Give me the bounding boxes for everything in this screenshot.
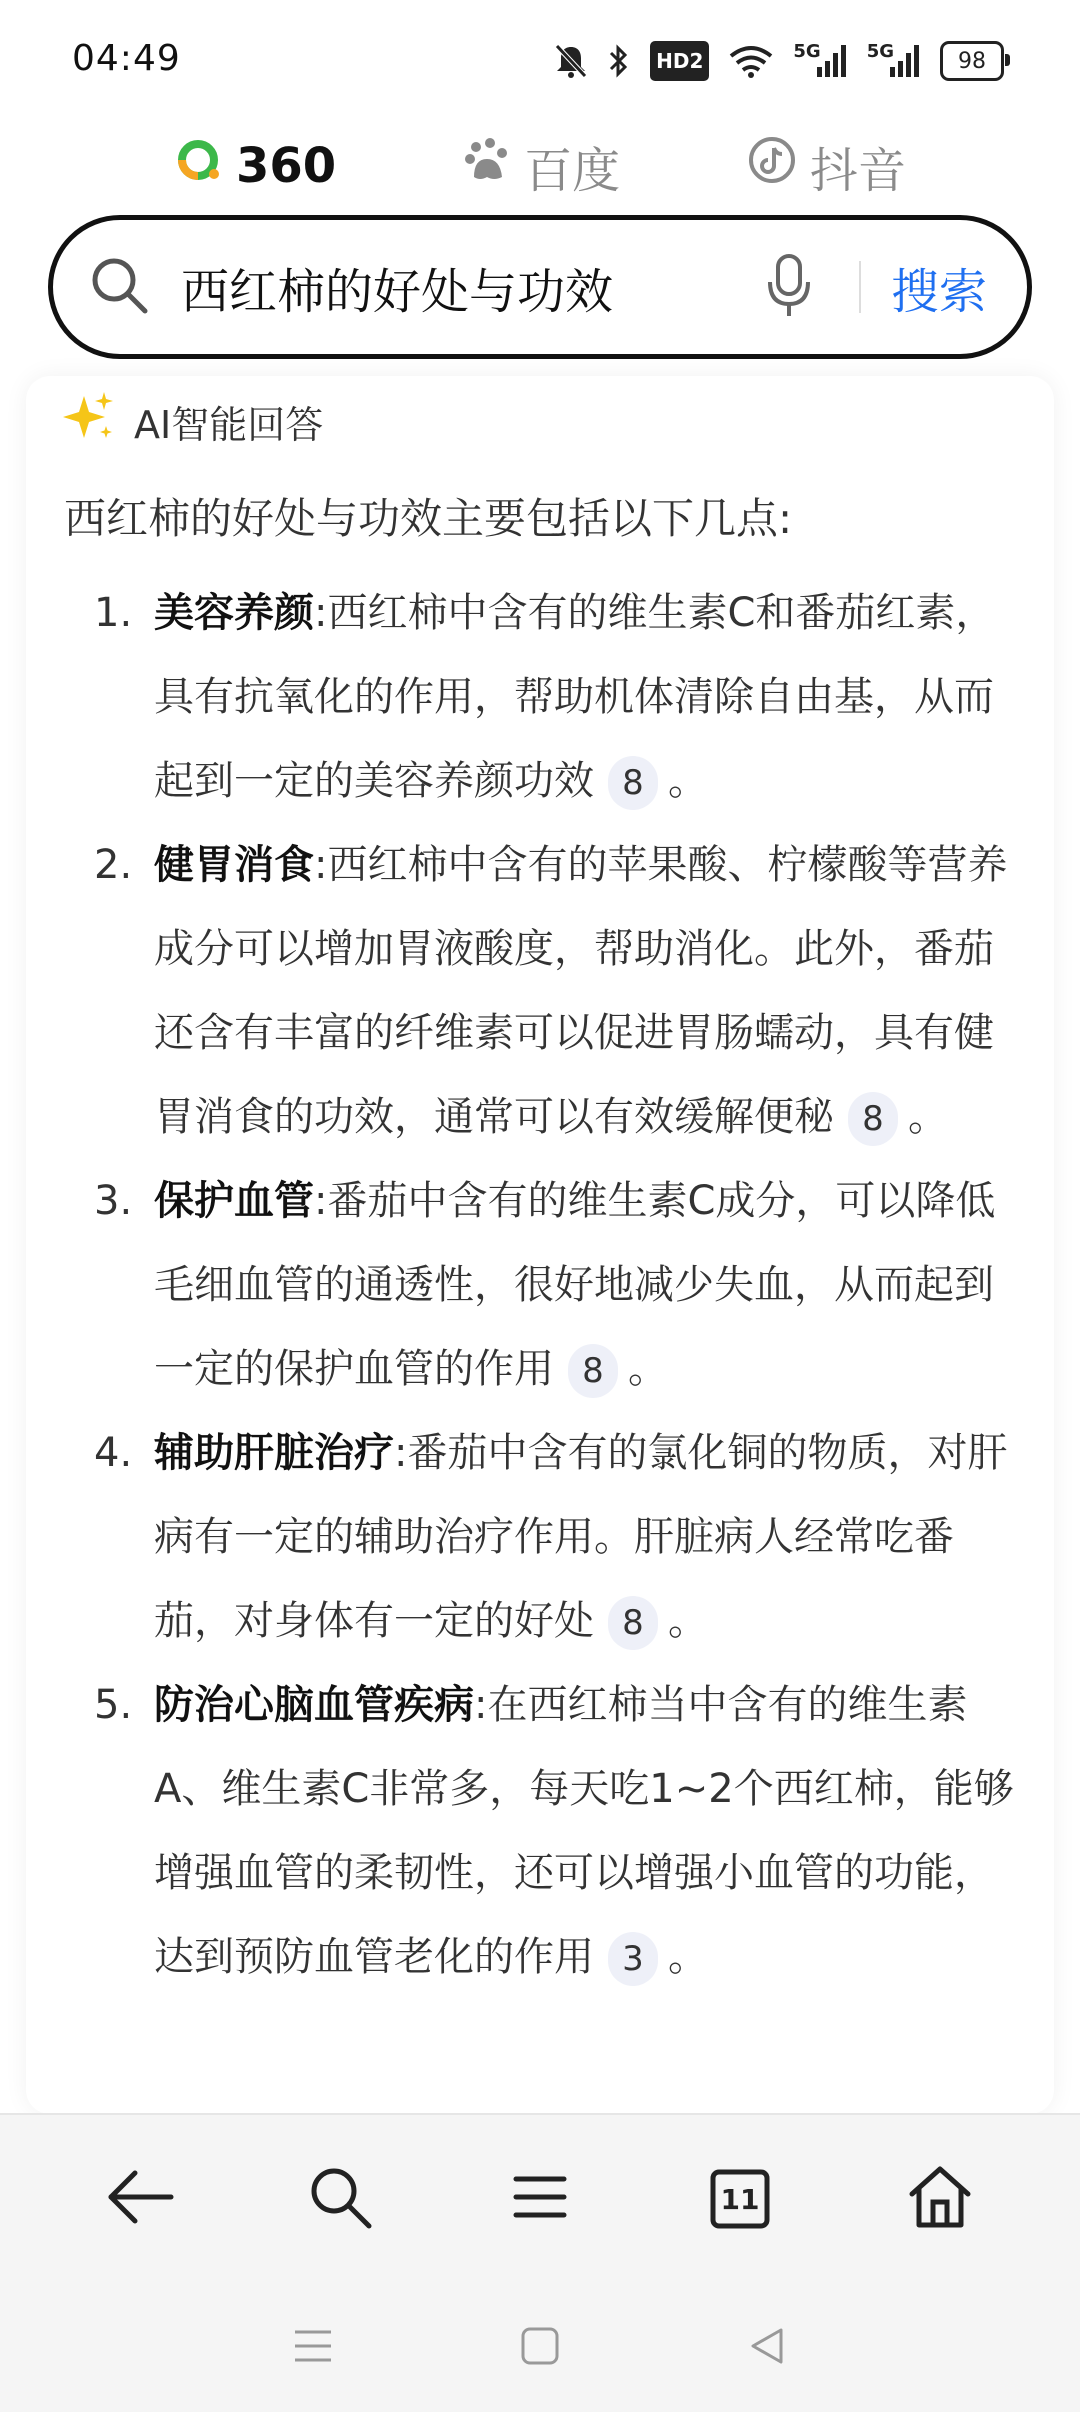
list-item-number: 2. [94,842,133,888]
list-item-number: 3. [94,1178,133,1224]
list-item-end: 。 [628,1346,668,1392]
list-item [64,571,1024,823]
douyin-logo-icon [748,136,796,196]
system-navigation-bar [0,2283,1080,2412]
search-bar[interactable] [48,215,1032,359]
menu-icon [513,2173,567,2225]
reference-badge[interactable]: 8 [608,756,658,810]
back-triangle-icon [747,2326,787,2370]
list-item-separator: : [394,1430,408,1476]
reference-badge[interactable]: 8 [608,1596,658,1650]
list-item [64,1411,1024,1663]
search-button[interactable]: 搜索 [890,263,987,320]
mute-bell-icon [554,41,588,81]
sparkle-icon [62,390,116,453]
list-item-term: 防治心脑血管疾病 [154,1682,474,1728]
reference-badge[interactable]: 8 [848,1092,898,1146]
list-item-end: 。 [908,1094,948,1140]
tabs-button[interactable] [685,2144,795,2254]
list-item-end: 。 [668,1598,708,1644]
browser-toolbar [0,2113,1080,2283]
list-item-text: 在西红柿当中含有的维生素A、维生素C非常多，每天吃1~2个西红柿，能够增强血管的柔韧性，还可以增强小血管的功能，达到预防血管老化的作用 [154,1682,1014,1980]
status-bar [0,0,1080,120]
tabs-icon [710,2169,770,2229]
search-icon [87,253,151,321]
engine-label-baidu: 百度 [524,142,621,199]
reference-badge[interactable]: 3 [608,1932,658,1986]
list-item-separator: : [314,842,328,888]
list-item-separator: : [314,1178,328,1224]
search-icon [307,2164,373,2234]
back-button[interactable] [85,2144,195,2254]
signal-2-icon [867,41,920,81]
list-item-number: 1. [94,590,133,636]
list-item-term: 保护血管 [154,1178,314,1224]
engine-tab-douyin[interactable] [748,132,906,201]
recents-icon [293,2328,333,2368]
status-icons [554,38,1004,84]
battery-indicator: 98 [940,41,1004,81]
search-divider [859,261,861,313]
search-engine-tabs [0,120,1080,212]
ai-answer-header [62,390,323,453]
engine-tab-baidu[interactable] [464,132,620,201]
list-item-term: 健胃消食 [154,842,314,888]
engine-label-douyin: 抖音 [810,142,907,199]
list-item-separator: : [474,1682,488,1728]
home-square-icon [520,2326,560,2370]
list-item [64,823,1024,1159]
system-back-button[interactable] [727,2308,807,2388]
ai-answer-list [64,571,1024,1999]
wifi-icon [729,41,773,81]
ai-answer-card [26,376,1054,2114]
list-item-text: 番茄中含有的氯化铜的物质，对肝病有一定的辅助治疗作用。肝脏病人经常吃番茄，对身体有一定的好处 [154,1430,1008,1644]
toolbar-search-button[interactable] [285,2144,395,2254]
engine-label-360: 360 [235,138,337,194]
ai-answer-intro: 西红柿的好处与功效主要包括以下几点: [64,494,793,543]
list-item [64,1663,1024,1999]
tabs-count: 11 [720,2182,760,2216]
recents-button[interactable] [273,2308,353,2388]
list-item [64,1159,1024,1411]
back-arrow-icon [105,2169,175,2229]
search-input[interactable]: 西红柿的好处与功效 [181,263,614,320]
hd-voice-badge: HD2 [650,41,709,81]
microphone-icon[interactable] [749,247,829,327]
list-item-end: 。 [668,758,708,804]
signal-1-label: 5G [793,40,821,62]
list-item-number: 4. [94,1430,133,1476]
status-time: 04:49 [72,38,181,79]
home-icon [907,2164,973,2234]
list-item-term: 美容养颜 [154,590,314,636]
ai-answer-title: AI智能回答 [134,403,324,447]
list-item-text: 西红柿中含有的维生素C和番茄红素，具有抗氧化的作用，帮助机体清除自由基，从而起到一定的美容养颜功效 [154,590,996,804]
menu-button[interactable] [485,2144,595,2254]
list-item-number: 5. [94,1682,133,1728]
360-logo-icon [174,136,222,196]
list-item-end: 。 [668,1934,708,1980]
signal-1-icon [793,41,846,81]
reference-badge[interactable]: 8 [568,1344,618,1398]
list-item-text: 番茄中含有的维生素C成分，可以降低毛细血管的通透性，很好地减少失血，从而起到一定的保护血管的作用 [154,1178,996,1392]
home-button[interactable] [885,2144,995,2254]
system-home-button[interactable] [500,2308,580,2388]
baidu-paw-icon [464,137,510,195]
list-item-text: 西红柿中含有的苹果酸、柠檬酸等营养成分可以增加胃液酸度，帮助消化。此外，番茄还含有丰富的纤维素可以促进胃肠蠕动，具有健胃消食的功效，通常可以有效缓解便秘 [154,842,1008,1140]
list-item-separator: : [314,590,328,636]
bluetooth-icon [608,41,630,81]
signal-2-label: 5G [866,40,894,62]
list-item-term: 辅助肝脏治疗 [154,1430,394,1476]
engine-tab-360[interactable] [174,136,336,196]
